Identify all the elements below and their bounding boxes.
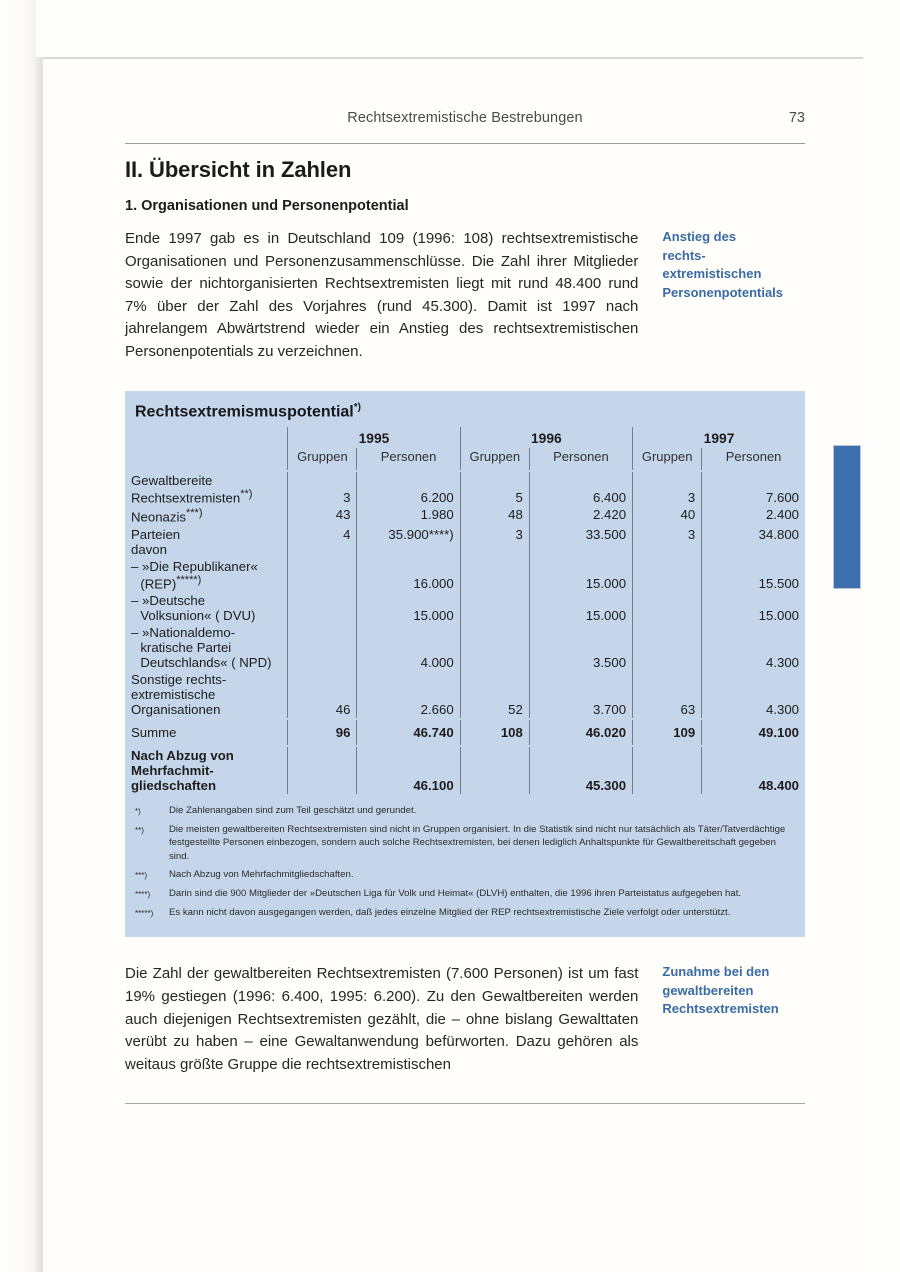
cell: 15.000: [357, 592, 460, 624]
cell: 46: [288, 671, 357, 718]
footnote: [135, 906, 793, 920]
cell: 35.900****): [357, 526, 460, 558]
cell: 3: [288, 472, 357, 506]
cell: 15.500: [702, 558, 805, 592]
footnote-marker: **): [135, 826, 144, 836]
scan-gutter-strip: [0, 0, 36, 1272]
row-label: [125, 671, 288, 718]
page-top-edge: [43, 57, 863, 59]
intro-block: [125, 228, 805, 364]
row-label: [125, 526, 288, 558]
total-cell: 46.740: [357, 720, 460, 745]
footnote: [135, 887, 793, 901]
col-header-personen-1995: Personen: [357, 448, 460, 470]
row-label: [125, 506, 288, 525]
closing-block: [125, 963, 805, 1076]
table-column-header-row: [125, 448, 805, 470]
cell: 15.000: [702, 592, 805, 624]
net-cell: [460, 747, 529, 794]
net-cell: [633, 747, 702, 794]
table-row: [125, 671, 805, 718]
table-row: [125, 526, 805, 558]
row-label-line: Rechtsextremisten**): [131, 487, 253, 506]
table-row: [125, 592, 805, 624]
row-label-line: Neonazis***): [131, 507, 203, 525]
net-cell: 45.300: [529, 747, 632, 794]
table-row: [125, 624, 805, 671]
cell: [288, 558, 357, 592]
cell: 5: [460, 472, 529, 506]
row-label: [125, 558, 288, 592]
cell: 3.700: [529, 671, 632, 718]
cell: [288, 592, 357, 624]
cell: [633, 624, 702, 671]
cell: 4.300: [702, 624, 805, 671]
margin-note-line: extremistischen: [662, 266, 762, 281]
cell: 3.500: [529, 624, 632, 671]
margin-note-line: rechts-: [662, 247, 706, 263]
footnote-text: Nach Abzug von Mehrfachmitgliedschaften.: [169, 868, 354, 880]
cell: 2.660: [357, 671, 460, 718]
row-label-line: kratische Partei: [140, 640, 232, 656]
cell: 2.420: [529, 506, 632, 525]
net-cell: 48.400: [702, 747, 805, 794]
cell: [460, 558, 529, 592]
closing-text: [125, 963, 638, 1076]
footnote-marker: *): [135, 807, 141, 817]
col-header-personen-1997: Personen: [702, 448, 805, 470]
footnote-marker: *****): [135, 909, 154, 919]
cell: 3: [460, 526, 529, 558]
cell: 33.500: [529, 526, 632, 558]
row-label-line: Gewaltbereite: [131, 472, 213, 488]
cell: 7.600: [702, 472, 805, 506]
row-label-line: davon: [131, 541, 167, 557]
margin-note-closing: [662, 963, 805, 1076]
footnote-text: Die Zahlenangaben sind zum Teil geschätzt und gerundet.: [169, 805, 417, 817]
footnote-text: Darin sind die 900 Mitglieder der »Deutschen Liga für Volk und Heimat« (DLVH) enthalten, die 1996 ihren Parteistatus aufgegeben hat.: [169, 888, 742, 900]
row-label-line: Deutschlands« ( NPD): [140, 655, 272, 671]
cell: 1.980: [357, 506, 460, 525]
footnote-text: Die meisten gewaltbereiten Rechtsextremisten sind nicht in Gruppen organisiert. In die Statistik sind nicht nur tatsächlich als Täter/Tatverdächtige festgestellte Personen einbezogen, sondern auch solche Rechtsextremisten, bei denen lediglich Anhaltspunkte für Gewaltbereitschaft gegeben sind.: [169, 824, 786, 862]
footnote: [135, 868, 793, 882]
table-row: [125, 558, 805, 592]
cell: 4: [288, 526, 357, 558]
closing-paragraph: Die Zahl der gewaltbereiten Rechtsextremisten (7.600 Personen) ist um fast 19% gestiegen (1996: 6.400, 1995: 6.200). Zu den Gewaltbereiten werden auch diejenigen Rechtsextremisten gezählt, die – ohne bislang Gewalttaten verübt zu haben – eine Gewaltanwendung befürworten. Dazu gehören als weitaus größte Gruppe die rechtsextremistischen: [125, 965, 639, 1073]
table-body: [125, 472, 805, 796]
cell: [633, 592, 702, 624]
table-net-row: [125, 747, 805, 794]
row-label: [125, 592, 288, 624]
footnote: [135, 804, 793, 818]
total-row-label: Summe: [131, 725, 177, 741]
header-rule: [125, 143, 805, 144]
cell: 43: [288, 506, 357, 525]
cell: 3: [633, 526, 702, 558]
potential-table: [125, 427, 805, 796]
row-label-line: Sonstige rechts-: [131, 672, 227, 688]
intro-text: [125, 228, 638, 364]
net-cell: [288, 747, 357, 794]
page-content: [125, 110, 805, 1104]
running-head: [125, 110, 805, 140]
col-header-spacer: [125, 448, 288, 470]
table-footnotes: [125, 796, 805, 937]
footer-rule: [125, 1103, 805, 1104]
margin-note-line: Rechtsextremisten: [662, 1001, 779, 1017]
table-year-header-row: [125, 427, 805, 448]
total-cell: 46.020: [529, 720, 632, 745]
cell: 6.400: [529, 472, 632, 506]
cell: 63: [633, 671, 702, 718]
footnote-marker: ****): [135, 890, 151, 900]
table-caption-text: Rechtsextremismuspotential: [135, 402, 354, 420]
cell: 48: [460, 506, 529, 525]
margin-note-line: Zunahme bei den: [662, 964, 770, 980]
col-header-gruppen-1996: Gruppen: [460, 448, 529, 470]
footnote-text: Es kann nicht davon ausgegangen werden, daß jedes einzelne Mitglied der REP rechtsextremistische Ziele verfolgt oder unterstützt.: [169, 907, 731, 919]
year-header-spacer: [125, 427, 288, 448]
cell: 2.400: [702, 506, 805, 525]
margin-note-line: Personenpotentials: [662, 284, 784, 300]
cell: 4.300: [702, 671, 805, 718]
margin-note-line: Anstieg des: [662, 229, 737, 244]
net-row-label-line: gliedschaften: [131, 778, 217, 794]
row-label: [125, 472, 288, 506]
year-header-1997: 1997: [633, 427, 805, 448]
cell: [633, 558, 702, 592]
thumb-tab-marker: [833, 445, 861, 589]
table-caption: [125, 391, 805, 427]
net-row-label-line: Mehrfachmit-: [131, 763, 214, 779]
row-label-line: (REP)*****): [140, 573, 202, 592]
cell: [288, 624, 357, 671]
row-label-line: – »Deutsche: [131, 593, 206, 609]
table-caption-marker: *): [353, 401, 361, 413]
cell: 16.000: [357, 558, 460, 592]
year-header-1996: 1996: [460, 427, 632, 448]
running-head-title: Rechtsextremistische Bestrebungen: [347, 110, 583, 126]
row-label-line: Organisationen: [131, 702, 221, 718]
table-row: [125, 472, 805, 506]
cell: 52: [460, 671, 529, 718]
cell: 6.200: [357, 472, 460, 506]
cell: 4.000: [357, 624, 460, 671]
total-cell: 109: [633, 720, 702, 745]
net-row-label: [125, 747, 288, 794]
subsection-heading: 1. Organisationen und Personenpotential: [125, 198, 409, 214]
total-cell: 49.100: [702, 720, 805, 745]
total-cell: 108: [460, 720, 529, 745]
net-cell: 46.100: [357, 747, 460, 794]
cell: 34.800: [702, 526, 805, 558]
potential-table-panel: [125, 391, 805, 938]
year-header-1995: 1995: [288, 427, 460, 448]
row-label-line: – »Die Republikaner«: [131, 558, 258, 574]
row-label-line: extremistische: [131, 687, 216, 703]
col-header-gruppen-1995: Gruppen: [288, 448, 357, 470]
cell: [460, 592, 529, 624]
page-number: 73: [788, 110, 805, 126]
table-total-row: [125, 720, 805, 745]
cell: 3: [633, 472, 702, 506]
section-heading: II. Übersicht in Zahlen: [125, 157, 352, 182]
table-row: [125, 506, 805, 525]
cell: 15.000: [529, 592, 632, 624]
cell: [460, 624, 529, 671]
margin-note-line: gewaltbereiten: [662, 982, 754, 998]
cell: 40: [633, 506, 702, 525]
total-cell: 96: [288, 720, 357, 745]
row-label: [125, 624, 288, 671]
intro-paragraph: Ende 1997 gab es in Deutschland 109 (1996: 108) rechtsextremistische Organisationen und Personenzusammenschlüsse. Die Zahl ihrer Mitglieder sowie der nichtorganisierten Rechtsextremisten liegt mit rund 48.400 rund 7% über der Zahl des Vorjahres (rund 45.300). Damit ist 1997 nach jahrelangem Abwärtstrend wieder ein Anstieg des rechtsextremistischen Personenpotentials zu verzeichnen.: [125, 230, 639, 360]
row-label-line: Volksunion« ( DVU): [140, 608, 256, 624]
row-label-line: – »Nationaldemo-: [131, 625, 236, 641]
col-header-gruppen-1997: Gruppen: [633, 448, 702, 470]
cell: 15.000: [529, 558, 632, 592]
footnote-marker: ***): [135, 870, 148, 880]
margin-note-intro: [662, 228, 805, 364]
col-header-personen-1996: Personen: [529, 448, 632, 470]
footnote: [135, 823, 793, 863]
net-row-label-line: Nach Abzug von: [131, 748, 234, 764]
row-label-line: Parteien: [131, 526, 181, 542]
